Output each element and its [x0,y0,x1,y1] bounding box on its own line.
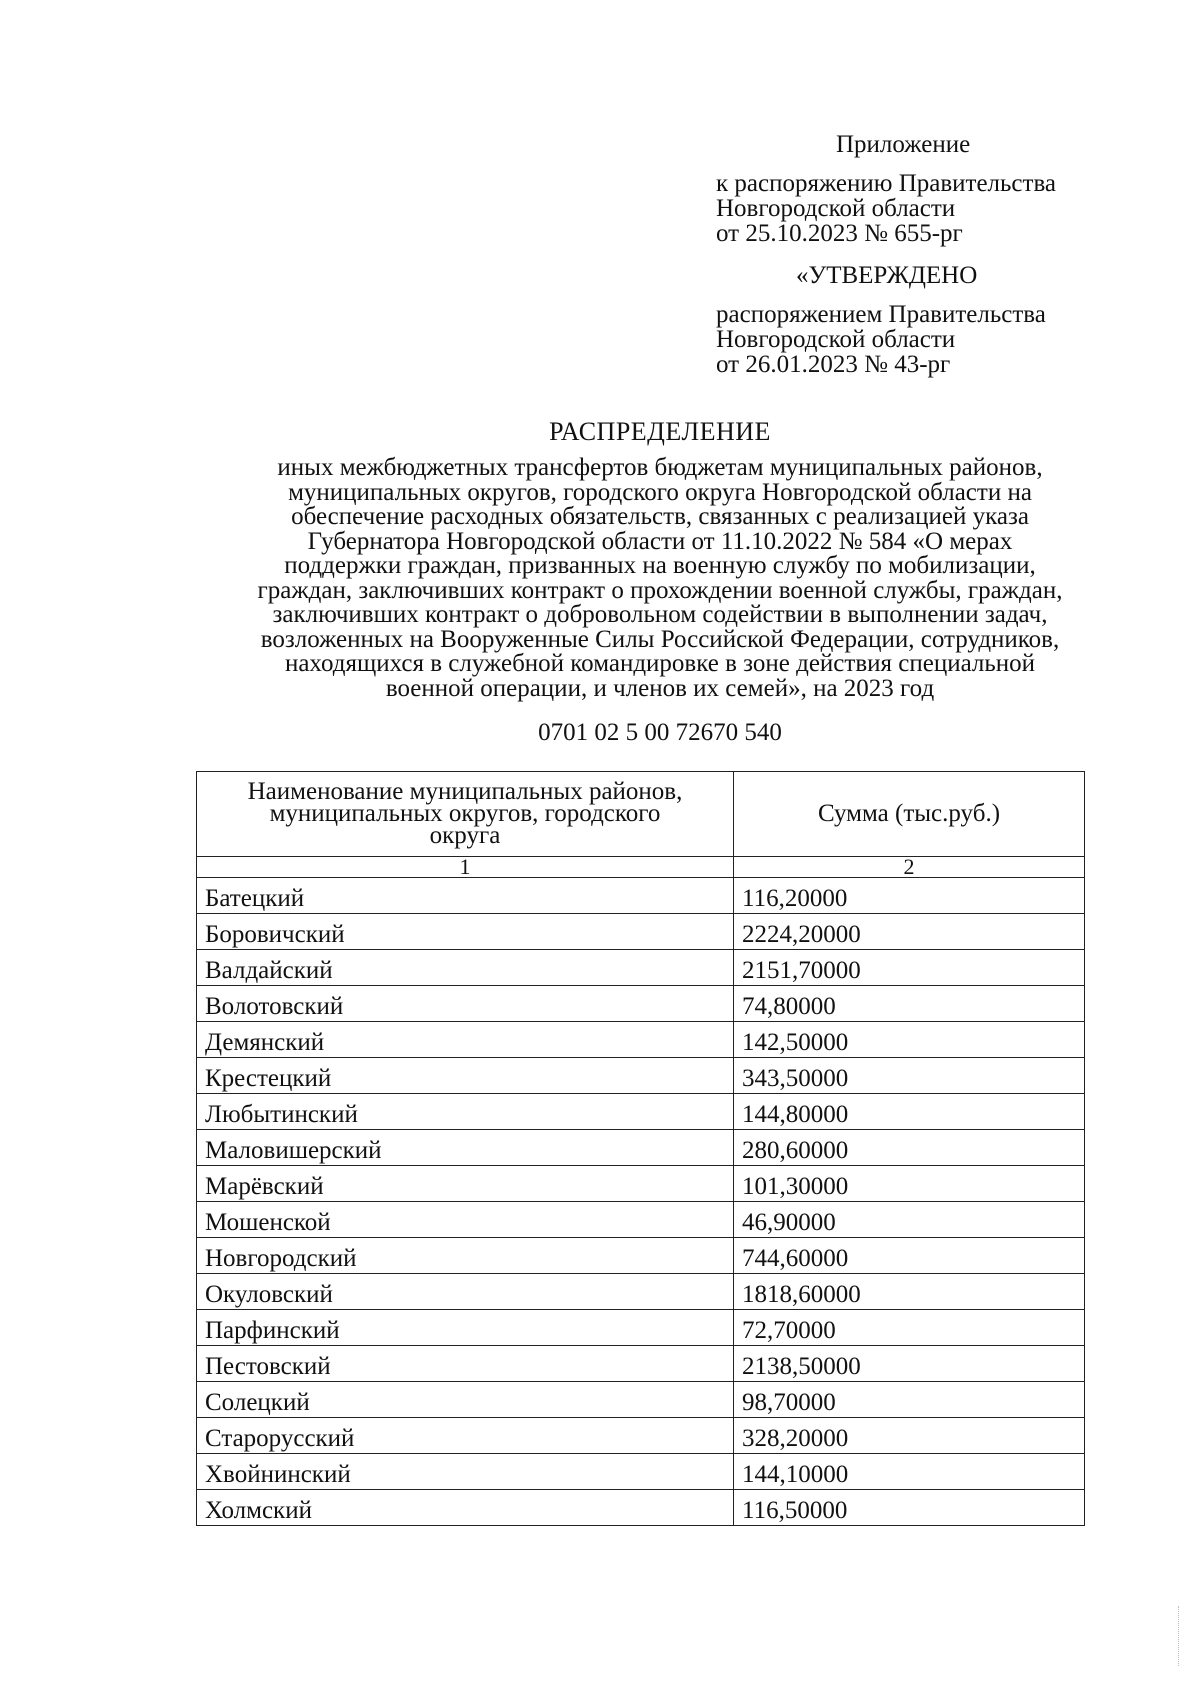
district-amount: 144,80000 [734,1094,1085,1130]
district-name: Волотовский [197,986,734,1022]
district-amount: 343,50000 [734,1058,1085,1094]
approved-line: от 26.01.2023 № 43-рг [716,351,951,378]
subtitle-line: находящихся в служебной командировке в зоне действия специальной [284,650,1036,677]
district-name: Солецкий [197,1382,734,1418]
district-name: Окуловский [197,1274,734,1310]
district-name: Пестовский [197,1346,734,1382]
district-name: Парфинский [197,1310,734,1346]
district-name: Новгородский [197,1238,734,1274]
document-title: РАСПРЕДЕЛЕНИЕ [549,417,771,446]
subtitle-line: возложенных на Вооруженные Силы Российской Федерации, сотрудников, [260,625,1060,653]
column-number-row [197,857,1085,878]
subtitle-line: заключивших контракт о добровольном содействии в выполнении задач, [272,601,1048,628]
table-header-row [197,772,1085,857]
table-row [197,950,1085,986]
district-amount: 116,50000 [734,1490,1085,1526]
district-amount: 116,20000 [734,878,1085,914]
document-subtitle [200,456,1120,701]
table-row [197,986,1085,1022]
district-name: Хвойнинский [197,1454,734,1490]
subtitle-line: Губернатора Новгородской области от 11.10.2022 № 584 «О мерах [307,527,1013,555]
district-name: Валдайский [197,950,734,986]
district-name: Батецкий [197,878,734,914]
district-amount: 744,60000 [734,1238,1085,1274]
table-row [197,1202,1085,1238]
district-amount: 2151,70000 [734,950,1085,986]
name-column-header [197,772,734,857]
district-amount: 98,70000 [734,1382,1085,1418]
district-amount: 74,80000 [734,986,1085,1022]
appendix-line: от 25.10.2023 № 655-рг [716,220,963,247]
name-header-line: муниципальных округов, городского [269,800,661,827]
column-number: 1 [197,857,734,878]
approved-reference [716,302,1046,377]
subtitle-line: обеспечение расходных обязательств, связанных с реализацией указа [291,503,1029,530]
subtitle-line: муниципальных округов, городского округа Новгородской области на [288,478,1032,506]
budget-code: 0701 02 5 00 72670 540 [538,719,782,746]
district-amount: 144,10000 [734,1454,1085,1490]
table-row [197,1166,1085,1202]
appendix-reference [716,171,1056,246]
district-amount: 280,60000 [734,1130,1085,1166]
table-row [197,1022,1085,1058]
district-name: Крестецкий [197,1058,734,1094]
appendix-line: к распоряжению Правительства [716,170,1057,197]
subtitle-line: поддержки граждан, призванных на военную службу по мобилизации, [284,552,1036,579]
district-name: Холмский [197,1490,734,1526]
appendix-line: Новгородской области [716,195,956,222]
district-amount: 2138,50000 [734,1346,1085,1382]
district-name: Демянский [197,1022,734,1058]
district-name: Маловишерский [197,1130,734,1166]
appendix-title: Приложение [836,131,971,158]
district-amount: 46,90000 [734,1202,1085,1238]
distribution-table [196,771,1085,1526]
subtitle-line: граждан, заключивших контракт о прохождении военной службы, граждан, [257,576,1063,604]
table-row [197,914,1085,950]
district-name: Мошенской [197,1202,734,1238]
table-body [197,878,1085,1526]
scan-edge-mark [1178,1606,1181,1666]
table-row [197,1382,1085,1418]
table-row [197,1310,1085,1346]
district-name: Старорусский [197,1418,734,1454]
approved-line: Новгородской области [716,326,956,353]
table-row [197,1490,1085,1526]
district-amount: 328,20000 [734,1418,1085,1454]
district-name: Любытинский [197,1094,734,1130]
approved-line: распоряжением Правительства [716,301,1046,328]
amount-column-header: Сумма (тыс.руб.) [734,772,1085,857]
district-name: Марёвский [197,1166,734,1202]
table-row [197,1346,1085,1382]
district-amount: 1818,60000 [734,1274,1085,1310]
table-row [197,1130,1085,1166]
subtitle-line: военной операции, и членов их семей», на 2023 год [385,674,935,702]
table-row [197,1274,1085,1310]
district-amount: 2224,20000 [734,914,1085,950]
district-amount: 101,30000 [734,1166,1085,1202]
name-header-line: Наименование муниципальных районов, [247,778,683,805]
district-amount: 72,70000 [734,1310,1085,1346]
table-row [197,1238,1085,1274]
table-row [197,1058,1085,1094]
district-name: Боровичский [197,914,734,950]
subtitle-line: иных межбюджетных трансфертов бюджетам муниципальных районов, [277,454,1043,481]
column-number: 2 [734,857,1085,878]
table-row [197,1094,1085,1130]
table-row [197,878,1085,914]
table-row [197,1454,1085,1490]
approved-title: «УТВЕРЖДЕНО [796,262,978,289]
district-amount: 142,50000 [734,1022,1085,1058]
name-header-line: округа [429,822,501,849]
table-row [197,1418,1085,1454]
